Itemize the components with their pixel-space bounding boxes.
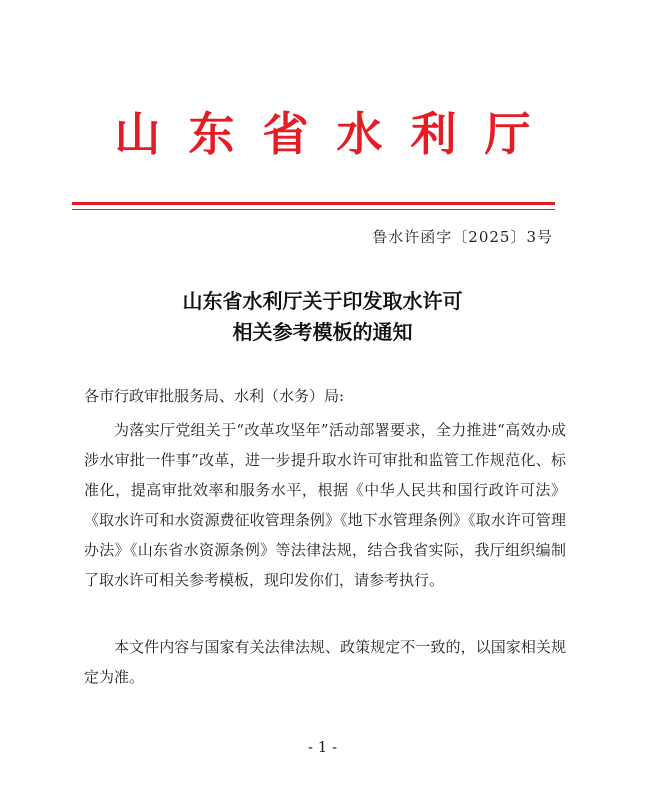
red-divider-thin [72, 209, 555, 210]
salutation: 各市行政审批服务局、水利（水务）局: [84, 387, 345, 405]
body-paragraph-2: 本文件内容与国家有关法律法规、政策规定不一致的，以国家相关规定为准。 [84, 638, 566, 686]
red-divider-thick [72, 202, 555, 205]
masthead-title: 山东省水利厅 [114, 107, 559, 161]
document-title [0, 286, 645, 348]
page-number: - 1 - [307, 738, 338, 756]
title-line-2: 相关参考模板的通知 [232, 320, 413, 344]
title-line-1: 山东省水利厅关于印发取水许可 [182, 289, 463, 313]
body-paragraph-1: 为落实厅党组关于“改革攻坚年”活动部署要求，全力推进“高效办成涉水审批一件事”改革，进一步提升取水许可审批和监管工作规范化、标准化，提高审批效率和服务水平，根据《中华人民共和国行政许可法》《取水许可和水资源费征收管理条例》《地下水管理条例》《取水许可管理办法》《山东省水资源条例》等法律法规，结合我省实际，我厅组织编制了取水许可相关参考模板，现印发你们，请参考执行。 [84, 421, 566, 589]
document-number: 鲁水许函字〔2025〕3号 [372, 228, 553, 246]
